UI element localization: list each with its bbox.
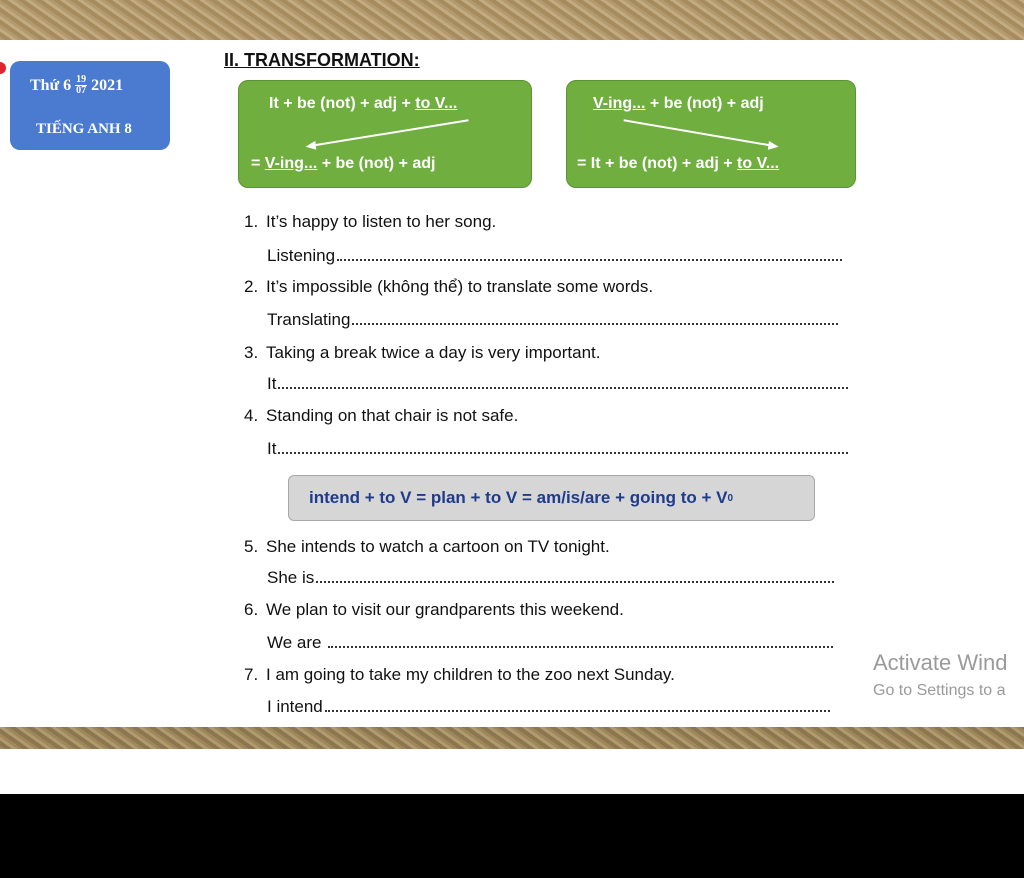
exercise-number: 2. [244, 277, 259, 296]
exercise-text: It’s impossible (không thể) to translate some words. [266, 277, 654, 296]
formula-box-left [238, 80, 532, 188]
exercise-text: It’s happy to listen to her song. [266, 212, 497, 231]
corkboard-frame-top [0, 0, 1024, 40]
exercise-6-answer-line[interactable] [267, 633, 833, 653]
answer-blank[interactable] [337, 247, 842, 261]
exercise-1-sentence [244, 212, 496, 232]
subject-label: TIẾNG ANH 8 [36, 121, 132, 137]
exercise-text: She intends to watch a cartoon on TV tonight. [266, 537, 610, 556]
answer-blank[interactable] [328, 634, 833, 648]
exercise-2-sentence [244, 277, 653, 297]
date-prefix: Thứ 6 [30, 76, 72, 94]
exercise-4-answer-line[interactable] [267, 439, 848, 459]
formula-left-line2-prefix: = [251, 155, 265, 172]
exercise-5-sentence [244, 537, 610, 557]
exercise-number: 5. [244, 537, 259, 556]
date-month: 07 [76, 85, 87, 96]
rule-subscript: 0 [727, 492, 734, 504]
exercise-3-sentence [244, 343, 600, 363]
exercise-number: 3. [244, 343, 259, 362]
lesson-slide [0, 40, 1024, 727]
answer-starter: She is [267, 568, 315, 587]
formula-right-line1-plain: + be (not) + adj [645, 95, 764, 112]
formula-left-line2-underlined: V-ing... [264, 155, 318, 172]
answer-starter: It [267, 374, 277, 393]
date-fraction [75, 75, 87, 96]
exercise-number: 1. [244, 212, 259, 231]
exercise-7-answer-line[interactable] [267, 697, 830, 717]
exercise-text: Taking a break twice a day is very important. [266, 343, 601, 362]
formula-left-line2 [251, 155, 435, 173]
formula-left-line1-plain: It + be (not) + adj + [269, 95, 416, 112]
rule-box [288, 475, 815, 521]
formula-left-line1 [269, 95, 457, 113]
formula-right-line1 [593, 95, 764, 113]
exercise-number: 6. [244, 600, 259, 619]
exercise-text: I am going to take my children to the zoo next Sunday. [266, 665, 675, 684]
answer-starter: It [267, 439, 277, 458]
answer-starter: We are [267, 633, 327, 652]
answer-starter: Translating [267, 310, 351, 329]
answer-blank[interactable] [325, 698, 830, 712]
rule-text: intend + to V = plan + to V = am/is/are + going to + V [309, 488, 728, 507]
exercise-text: Standing on that chair is not safe. [266, 406, 519, 425]
watermark-line1: Activate Wind [873, 650, 1008, 675]
exercise-1-answer-line[interactable] [267, 246, 842, 266]
exercise-text: We plan to visit our grandparents this weekend. [266, 600, 624, 619]
formula-left-line1-underlined: to V... [415, 95, 458, 112]
answer-blank[interactable] [278, 440, 848, 454]
date-day: 19 [76, 74, 87, 85]
corkboard-frame-bottom [0, 727, 1024, 749]
exercise-2-answer-line[interactable] [267, 310, 838, 330]
formula-right-line2 [577, 155, 779, 173]
exercise-number: 4. [244, 406, 259, 425]
section-title: II. TRANSFORMATION: [224, 50, 420, 70]
answer-blank[interactable] [278, 375, 848, 389]
answer-blank[interactable] [316, 569, 834, 583]
exercise-3-answer-line[interactable] [267, 374, 848, 394]
activate-windows-watermark [873, 650, 1008, 700]
date-badge [10, 61, 170, 150]
exercise-6-sentence [244, 600, 624, 620]
exercise-7-sentence [244, 665, 675, 685]
watermark-line2: Go to Settings to a [873, 682, 1006, 699]
exercise-number: 7. [244, 665, 259, 684]
date-line [30, 75, 123, 96]
formula-right-line1-underlined: V-ing... [593, 95, 646, 112]
answer-starter: Listening [267, 246, 336, 265]
blank-area [0, 749, 1024, 794]
red-marker-dot [0, 62, 6, 74]
formula-right-line2-plain: = It + be (not) + adj + [577, 155, 738, 172]
formula-left-line2-plain: + be (not) + adj [317, 155, 436, 172]
black-bar [0, 794, 1024, 878]
date-year: 2021 [91, 76, 124, 94]
exercise-4-sentence [244, 406, 518, 426]
formula-box-right [566, 80, 856, 188]
exercise-5-answer-line[interactable] [267, 568, 834, 588]
answer-blank[interactable] [352, 311, 838, 325]
formula-right-line2-underlined: to V... [737, 155, 780, 172]
answer-starter: I intend [267, 697, 323, 716]
